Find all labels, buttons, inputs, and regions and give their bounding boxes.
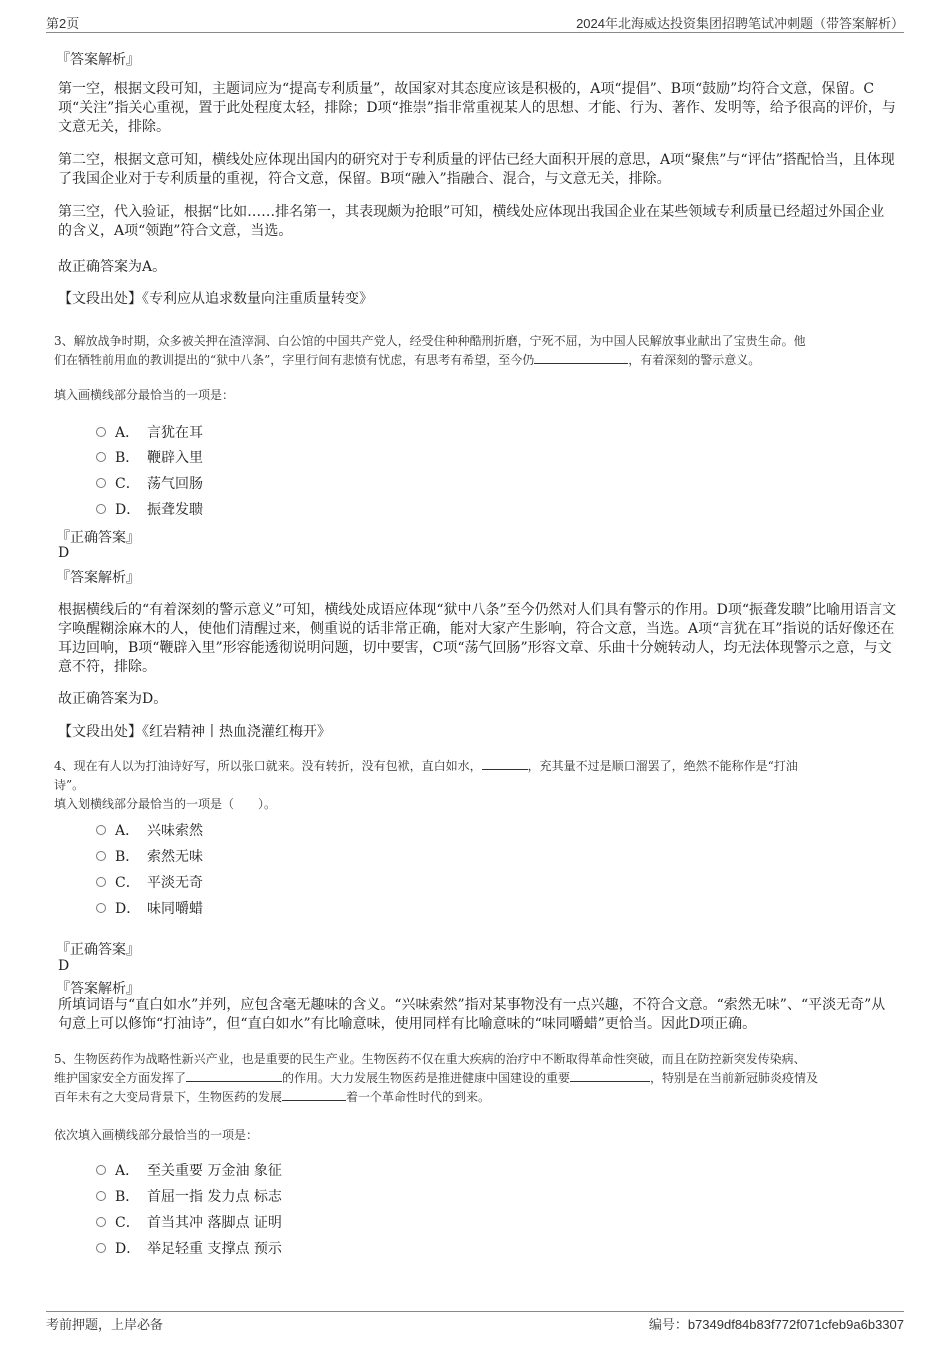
- radio-icon[interactable]: [96, 851, 106, 861]
- page-number: 第2页: [46, 16, 80, 31]
- q2-analysis-p1: 第一空，根据文段可知，主题词应为“提高专利质量”，故国家对其态度应该是积极的，A项“提倡”、B项“鼓励”均符合文意，保留。C项“关注”指关心重视，置于此处程度太轻，排除；D项“推崇”指非常重视某人的思想、才能、行为、著作、发明等，给予很高的评价，与文意无关，排除。: [58, 81, 896, 135]
- radio-icon[interactable]: [96, 478, 106, 488]
- q4-correct-label: 『正确答案』: [56, 942, 140, 958]
- q3-stem: [54, 332, 900, 370]
- radio-icon[interactable]: [96, 825, 106, 835]
- footer-code-label: 编号：: [648, 1317, 688, 1332]
- q3-stem-line2b: ，有着深刻的警示意义。: [628, 353, 761, 367]
- q5-stem-line2a: 维护国家安全方面发挥了: [54, 1071, 187, 1085]
- q4-stem-line1a: 4、现在有人以为打油诗好写，所以张口就来。没有转折，没有包袱，直白如水，: [54, 759, 482, 773]
- q3-option-a[interactable]: A． 言犹在耳: [96, 422, 203, 442]
- q2-analysis-p3: 第三空，代入验证，根据“比如……排名第一，其表现颇为抢眼”可知，横线处应体现出我国企业在某些领域专利质量已经超过外国企业的含义，A项“领跑”符合文意，当选。: [58, 204, 885, 239]
- q5-stem-line3a: 百年未有之大变局背景下，生物医药的发展: [54, 1090, 283, 1104]
- footer-slogan: 考前押题，上岸必备: [46, 1317, 164, 1332]
- radio-icon[interactable]: [96, 427, 106, 437]
- radio-icon[interactable]: [96, 452, 106, 462]
- q3-blank: [534, 351, 628, 364]
- radio-icon[interactable]: [96, 1243, 106, 1253]
- q5-stem-line3b: 着一个革命性时代的到来。: [346, 1090, 491, 1104]
- q4-prompt: 填入划横线部分最恰当的一项是（ ）。: [54, 797, 277, 811]
- q3-source: 【文段出处】《红岩精神丨热血浇灌红梅开》: [58, 724, 331, 740]
- q4-analysis: 所填词语与“直白如水”并列，应包含毫无趣味的含义。“兴味索然”指对某事物没有一点兴趣，不符合文意。“索然无味”、“平淡无奇”从句意上可以修饰“打油诗”，但“直白如水”有比喻意味，使用同样有比喻意味的“味同嚼蜡”更恰当。因此D项正确。: [58, 997, 886, 1032]
- q2-analysis-p2: 第二空，根据文意可知，横线处应体现出国内的研究对于专利质量的评估已经大面积开展的意思，A项“聚焦”与“评估”搭配恰当，且体现了我国企业对于专利质量的重视，符合文意，保留。B项“融入”指融合、混合，与文意无关，排除。: [58, 152, 895, 187]
- q3-prompt: 填入画横线部分最恰当的一项是：: [54, 388, 235, 402]
- q3-stem-line2a: 们在牺牲前用血的教训提出的“狱中八条”，字里行间有悲愤有忧虑，有思考有希望，至今仍: [54, 353, 535, 367]
- q2-conclusion: 故正确答案为A。: [58, 259, 167, 275]
- q3-option-c[interactable]: C． 荡气回肠: [96, 473, 203, 493]
- q3-analysis-label: 『答案解析』: [56, 570, 140, 586]
- radio-icon[interactable]: [96, 504, 106, 514]
- footer-code-value: b7349df84b83f772f071cfeb9a6b3307: [687, 1317, 904, 1332]
- q4-stem-line1b: ，充其量不过是顺口溜罢了，绝然不能称作是“打油: [527, 759, 798, 773]
- q3-option-d[interactable]: D． 振聋发聩: [96, 499, 203, 519]
- q3-correct-label: 『正确答案』: [56, 530, 140, 546]
- radio-icon[interactable]: [96, 1217, 106, 1227]
- q3-answer: D: [58, 545, 70, 561]
- q4-option-c[interactable]: C． 平淡无奇: [96, 872, 203, 892]
- radio-icon[interactable]: [96, 877, 106, 887]
- document-title: 2024年北海威达投资集团招聘笔试冲刺题（带答案解析）: [576, 16, 904, 31]
- q5-option-a[interactable]: A． 至关重要 万金油 象征: [96, 1160, 282, 1180]
- q3-stem-line1: 3、解放战争时期，众多被关押在渣滓洞、白公馆的中国共产党人，经受住种种酷刑折磨，宁死不屈，为中国人民解放事业献出了宝贵生命。他: [54, 334, 806, 348]
- q5-blank-1: [186, 1069, 282, 1082]
- radio-icon[interactable]: [96, 1191, 106, 1201]
- q4-answer: D: [58, 958, 70, 974]
- header-divider: [46, 32, 904, 33]
- q5-stem-line1: 5、生物医药作为战略性新兴产业，也是重要的民生产业。生物医药不仅在重大疾病的治疗中不断取得革命性突破，而且在防控新突发传染病、: [54, 1052, 806, 1066]
- q2-source: 【文段出处】《专利应从追求数量向注重质量转变》: [58, 291, 373, 307]
- footer-divider: [46, 1311, 904, 1312]
- q5-blank-3: [282, 1088, 346, 1101]
- q5-blank-2: [570, 1069, 650, 1082]
- q3-analysis: 根据横线后的“有着深刻的警示意义”可知，横线处成语应体现“狱中八条”至今仍然对人们具有警示的作用。D项“振聋发聩”比喻用语言文字唤醒糊涂麻木的人，使他们清醒过来，侧重说的话非常正确，能对大家产生影响，符合文意，当选。A项“言犹在耳”指说的话好像还在耳边回响，B项“鞭辟入里”形容能透彻说明问题，切中要害，C项“荡气回肠”形容文章、乐曲十分婉转动人，均无法体现警示之意，与文意不符，排除。: [58, 602, 897, 675]
- q4-option-a[interactable]: A． 兴味索然: [96, 820, 203, 840]
- q5-stem: [54, 1050, 900, 1107]
- footer-code: [649, 1314, 904, 1333]
- q5-stem-line2c: ，特别是在当前新冠肺炎疫情及: [650, 1071, 819, 1085]
- q2-analysis-label: 『答案解析』: [56, 52, 140, 68]
- q5-option-b[interactable]: B． 首屈一指 发力点 标志: [96, 1186, 282, 1206]
- q5-option-d[interactable]: D． 举足轻重 支撑点 预示: [96, 1238, 282, 1258]
- q5-option-c[interactable]: C． 首当其冲 落脚点 证明: [96, 1212, 282, 1232]
- q4-stem: [54, 757, 900, 795]
- q5-prompt: 依次填入画横线部分最恰当的一项是：: [54, 1128, 259, 1142]
- q3-conclusion: 故正确答案为D。: [58, 691, 168, 707]
- q4-stem-line2: 诗”。: [54, 778, 85, 792]
- radio-icon[interactable]: [96, 903, 106, 913]
- q4-option-d[interactable]: D． 味同嚼蜡: [96, 898, 203, 918]
- q4-option-b[interactable]: B． 索然无味: [96, 846, 203, 866]
- q5-stem-line2b: 的作用。大力发展生物医药是推进健康中国建设的重要: [282, 1071, 571, 1085]
- q4-analysis-label: 『答案解析』: [56, 981, 140, 997]
- q3-option-b[interactable]: B． 鞭辟入里: [96, 447, 203, 467]
- q4-blank: [482, 757, 528, 770]
- radio-icon[interactable]: [96, 1165, 106, 1175]
